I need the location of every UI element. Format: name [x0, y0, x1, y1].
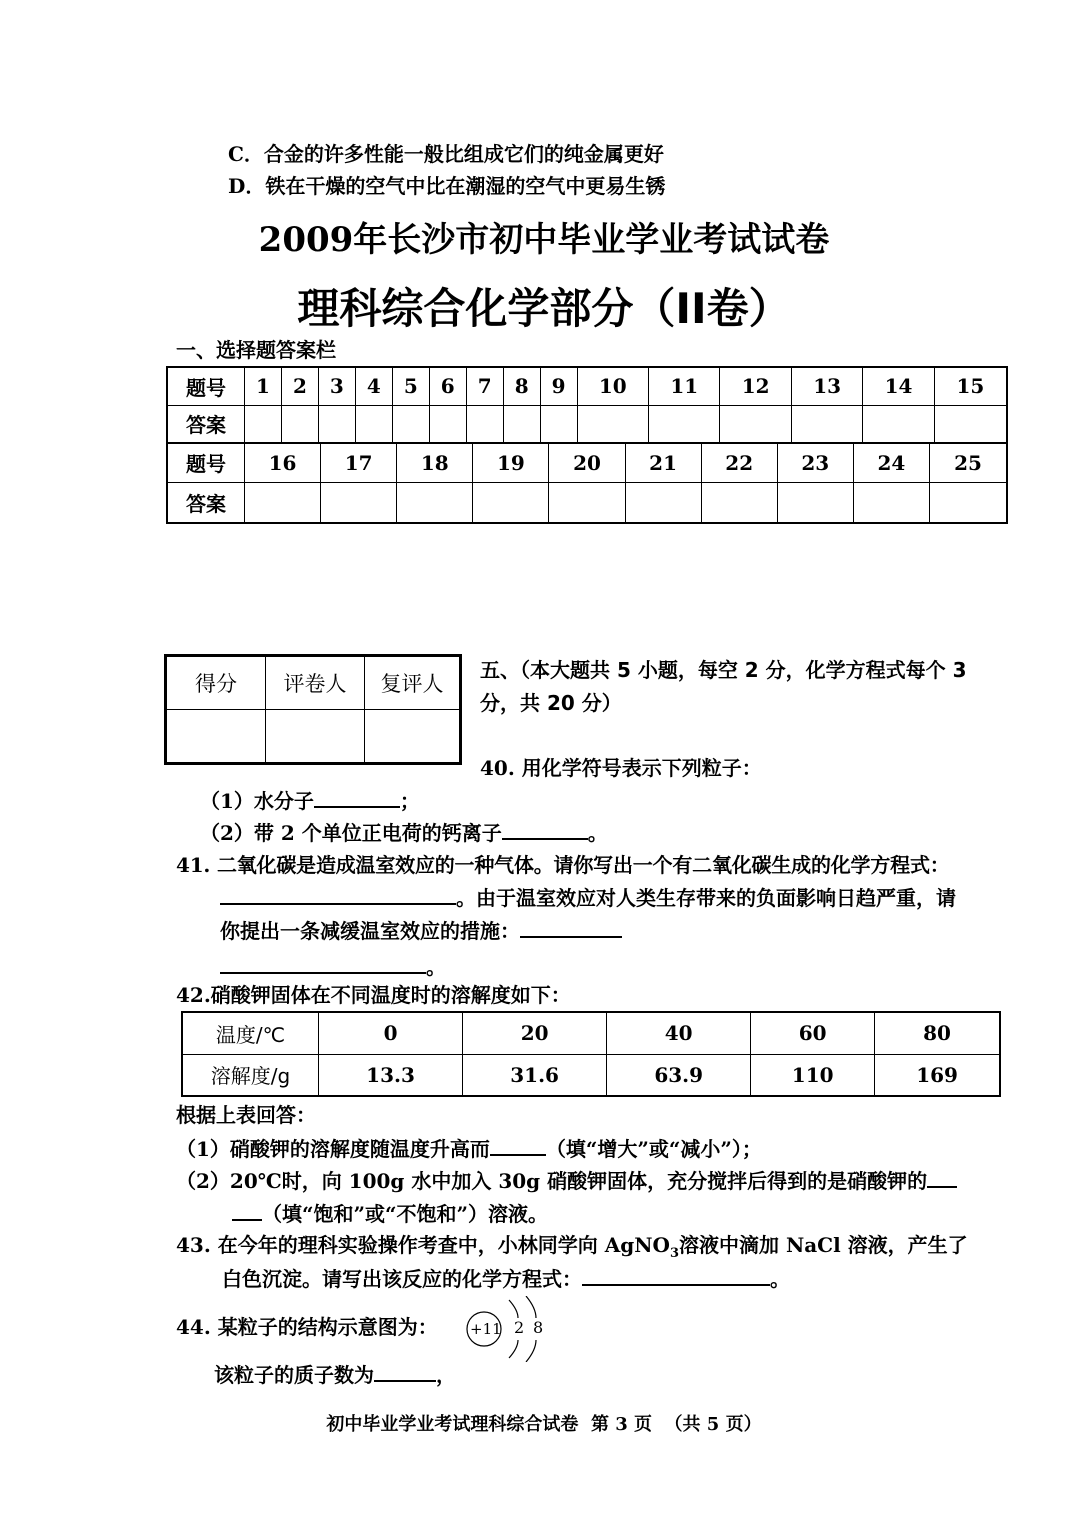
answer-cell[interactable]: [863, 405, 934, 443]
answer-cell[interactable]: [791, 405, 862, 443]
question-number: 25: [929, 443, 1007, 483]
q40-part1-text: （1）水分子: [200, 789, 314, 813]
q44-line2-end: ，: [436, 1363, 456, 1387]
answer-cell[interactable]: [397, 483, 473, 523]
answer-cell[interactable]: [934, 405, 1007, 443]
answer-cell[interactable]: [549, 483, 625, 523]
q40-stem: 40. 用化学符号表示下列粒子：: [480, 756, 762, 780]
solubility-value: 13.3: [319, 1054, 463, 1096]
answer-cell[interactable]: [625, 483, 701, 523]
question-number: 16: [245, 443, 321, 483]
q40-part1: [200, 786, 420, 815]
answer-cell[interactable]: [929, 483, 1007, 523]
question-number: 8: [503, 367, 540, 405]
q44-stem: 44. 某粒子的结构示意图为：: [176, 1315, 438, 1339]
question-number: 6: [429, 367, 466, 405]
q42-part1-text: （1）硝酸钾的溶解度随温度升高而: [176, 1137, 490, 1161]
q44-line2: [214, 1360, 456, 1389]
score-header: 得分: [166, 656, 266, 710]
answer-cell[interactable]: [466, 405, 503, 443]
shell-arc-1-top: [509, 1300, 518, 1318]
answer-grid-row: [167, 405, 1007, 443]
q42-answer-intro: 根据上表回答：: [176, 1103, 316, 1127]
grader-header: 评卷人: [266, 656, 365, 710]
shell-electrons: 2: [514, 1318, 525, 1337]
question-number: 5: [392, 367, 429, 405]
answer-grid-row: [167, 367, 1007, 405]
row-label: 题号: [167, 443, 245, 483]
exam-title: 2009年长沙市初中毕业学业考试试卷: [258, 220, 830, 260]
answer-blank[interactable]: [582, 1264, 770, 1286]
question-number: 19: [473, 443, 549, 483]
answer-cell[interactable]: [540, 405, 577, 443]
answer-cell[interactable]: [503, 405, 540, 443]
answer-cell[interactable]: [473, 483, 549, 523]
solubility-value: 31.6: [463, 1054, 607, 1096]
answer-grid: [166, 366, 1008, 444]
question-number: 13: [791, 367, 862, 405]
question-number: 15: [934, 367, 1007, 405]
shell-arc-2-bottom: [526, 1340, 536, 1362]
question-number: 21: [625, 443, 701, 483]
q42-part2-hint: （填“饱和”或“不饱和”）溶液。: [262, 1202, 549, 1226]
question-number: 22: [701, 443, 777, 483]
question-number: 1: [245, 367, 282, 405]
section1-heading: 一、选择题答案栏: [176, 338, 336, 362]
q42-part2-cont: [232, 1199, 548, 1228]
temp-label: 温度/℃: [182, 1012, 319, 1054]
shell-arc-1-bottom: [509, 1340, 518, 1358]
answer-cell[interactable]: [577, 405, 648, 443]
temp-value: 0: [319, 1012, 463, 1054]
answer-blank[interactable]: [220, 952, 426, 974]
q44-line2-text: 该粒子的质子数为: [214, 1363, 374, 1387]
q43-line2: [222, 1264, 790, 1293]
question-number: 24: [853, 443, 929, 483]
answer-blank[interactable]: [314, 786, 400, 808]
shell-electrons: 8: [533, 1318, 544, 1337]
section5-heading-line2: 分，共 20 分）: [480, 691, 622, 715]
reviewer-cell[interactable]: [365, 710, 461, 764]
temp-value: 80: [875, 1012, 1000, 1054]
shell-arc-2-top: [526, 1296, 536, 1318]
answer-grid-2: [166, 442, 1008, 524]
answer-blank[interactable]: [927, 1166, 957, 1188]
q41-line4: [220, 952, 446, 981]
row-label: 答案: [167, 483, 245, 523]
solubility-value: 169: [875, 1054, 1000, 1096]
answer-cell[interactable]: [720, 405, 791, 443]
answer-blank[interactable]: [220, 883, 456, 905]
question-number: 7: [466, 367, 503, 405]
answer-cell[interactable]: [355, 405, 392, 443]
q42-part1-hint: （填“增大”或“减小”）；: [545, 1137, 762, 1161]
reviewer-header: 复评人: [365, 656, 461, 710]
q43-line1: [176, 1231, 968, 1268]
question-number: 11: [649, 367, 720, 405]
q43-line1-rest: 溶液中滴加 NaCl 溶液，产生了: [678, 1233, 968, 1257]
temp-value: 20: [463, 1012, 607, 1054]
question-number: 23: [777, 443, 853, 483]
solubility-table: [181, 1011, 1001, 1097]
answer-cell[interactable]: [701, 483, 777, 523]
answer-cell[interactable]: [649, 405, 720, 443]
answer-cell[interactable]: [318, 405, 355, 443]
q43-line1-text: 43. 在今年的理科实验操作考查中，小林同学向 AgNO: [176, 1233, 670, 1257]
q40-part2-end: 。: [587, 821, 608, 845]
q43-line2-end: 。: [770, 1267, 790, 1291]
question-number: 20: [549, 443, 625, 483]
answer-blank[interactable]: [232, 1199, 262, 1221]
row-label: 答案: [167, 405, 245, 443]
option-c: C．合金的许多性能一般比组成它们的纯金属更好: [228, 142, 664, 166]
section5-heading-line1: 五、（本大题共 5 小题，每空 2 分，化学方程式每个 3: [480, 658, 967, 682]
q40-part1-end: ；: [399, 789, 420, 813]
q42-stem: 42.硝酸钾固体在不同温度时的溶解度如下：: [176, 983, 571, 1007]
score-cell[interactable]: [166, 710, 266, 764]
q42-part2-text: （2）20℃时，向 100g 水中加入 30g 硝酸钾固体，充分搅拌后得到的是硝酸钾的: [176, 1169, 928, 1193]
answer-cell[interactable]: [281, 405, 318, 443]
q41-line3-text: 你提出一条减缓温室效应的措施：: [220, 919, 520, 943]
question-number: 9: [540, 367, 577, 405]
answer-cell[interactable]: [321, 483, 397, 523]
answer-cell[interactable]: [245, 405, 282, 443]
solubility-value: 110: [751, 1054, 875, 1096]
answer-cell[interactable]: [429, 405, 466, 443]
option-d: D．铁在干燥的空气中比在潮湿的空气中更易生锈: [228, 174, 666, 198]
answer-cell[interactable]: [853, 483, 929, 523]
atom-structure-diagram: [462, 1296, 552, 1362]
q40-part2-text: （2）带 2 个单位正电荷的钙离子: [200, 821, 502, 845]
question-number: 17: [321, 443, 397, 483]
question-number: 14: [863, 367, 934, 405]
answer-blank[interactable]: [374, 1360, 436, 1382]
answer-blank[interactable]: [520, 916, 622, 938]
question-number: 10: [577, 367, 648, 405]
subscript: 3: [669, 1246, 679, 1261]
score-box: [164, 654, 462, 765]
nucleus-charge: +11: [470, 1320, 502, 1338]
page-footer: 初中毕业学业考试理科综合试卷 第 3 页 （共 5 页）: [326, 1414, 762, 1435]
question-number: 18: [397, 443, 473, 483]
question-number: 12: [720, 367, 791, 405]
answer-cell[interactable]: [777, 483, 853, 523]
q41-line2: [220, 883, 956, 912]
answer-grid-row: [167, 483, 1007, 523]
solubility-value: 63.9: [607, 1054, 751, 1096]
answer-cell[interactable]: [392, 405, 429, 443]
q40-part2: [200, 818, 608, 847]
solubility-label: 溶解度/g: [182, 1054, 319, 1096]
q41-line4-end: 。: [426, 955, 446, 979]
question-number: 3: [318, 367, 355, 405]
row-label: 题号: [167, 367, 245, 405]
question-number: 2: [281, 367, 318, 405]
answer-cell[interactable]: [245, 483, 321, 523]
exam-subtitle: 理科综合化学部分（II卷）: [297, 284, 791, 333]
q41-line1: 41. 二氧化碳是造成温室效应的一种气体。请你写出一个有二氧化碳生成的化学方程式：: [176, 853, 950, 877]
temp-value: 40: [607, 1012, 751, 1054]
grader-cell[interactable]: [266, 710, 365, 764]
question-number: 4: [355, 367, 392, 405]
answer-blank[interactable]: [502, 818, 588, 840]
answer-blank[interactable]: [490, 1134, 546, 1156]
q43-line2-text: 白色沉淀。请写出该反应的化学方程式：: [222, 1267, 582, 1291]
q42-part1: [176, 1134, 762, 1163]
q41-line3: [220, 916, 622, 945]
q41-line2-text: 。由于温室效应对人类生存带来的负面影响日趋严重，请: [456, 886, 956, 910]
temp-value: 60: [751, 1012, 875, 1054]
q42-part2: [176, 1166, 957, 1195]
answer-grid-row: [167, 443, 1007, 483]
